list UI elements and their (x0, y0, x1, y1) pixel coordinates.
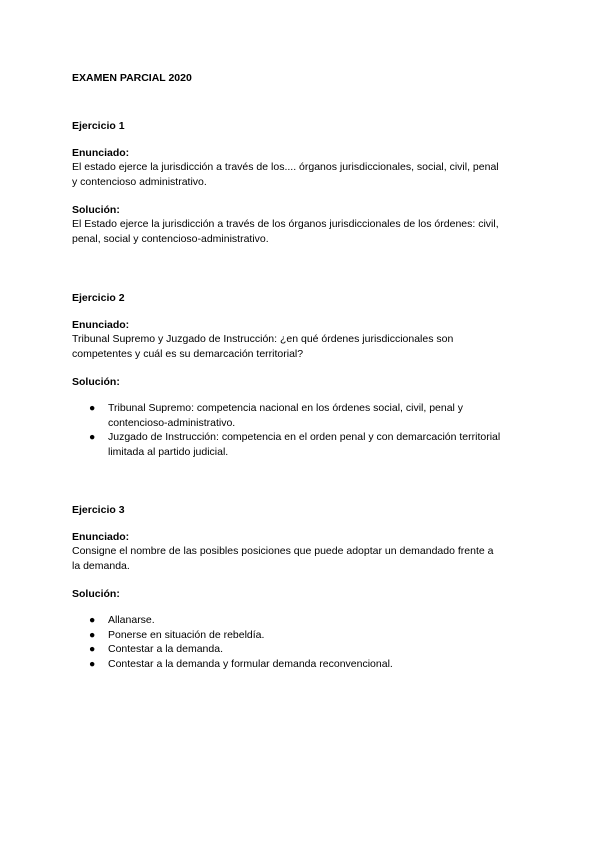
list-item (72, 613, 532, 628)
solution-label: Solución: (72, 588, 120, 600)
exercise-heading: Ejercicio 3 (72, 504, 125, 516)
solution-list (72, 401, 532, 459)
list-item-line: Contestar a la demanda y formular demanda reconvencional. (108, 657, 393, 670)
statement-line: y contencioso administrativo. (72, 176, 207, 188)
exercise-2 (72, 292, 532, 459)
document-title: EXAMEN PARCIAL 2020 (72, 72, 192, 84)
solution-line: El Estado ejerce la jurisdicción a través de los órganos jurisdiccionales de los órdenes: civil, (72, 218, 499, 230)
list-item-line: Tribunal Supremo: competencia nacional en los órdenes social, civil, penal y (108, 402, 464, 414)
list-item-line: contencioso-administrativo. (108, 416, 236, 429)
statement-line: la demanda. (72, 560, 130, 572)
bullet-icon: ● (89, 402, 96, 414)
bullet-icon: ● (89, 657, 96, 670)
bullet-icon: ● (89, 643, 96, 656)
exercise-heading: Ejercicio 2 (72, 292, 125, 304)
statement-line: Consigne el nombre de las posibles posiciones que puede adoptar un demandado frente a (72, 545, 494, 557)
statement-line: competentes y cuál es su demarcación territorial? (72, 348, 304, 360)
list-item-line: Allanarse. (108, 614, 155, 626)
bullet-icon: ● (89, 431, 96, 444)
solution-label: Solución: (72, 376, 120, 388)
list-item-line: limitada al partido judicial. (108, 445, 229, 458)
exercise-1 (72, 120, 532, 247)
bullet-icon: ● (89, 628, 96, 641)
list-item (72, 401, 532, 430)
exercise-3 (72, 504, 532, 671)
list-item (72, 628, 532, 643)
bullet-icon: ● (89, 614, 96, 626)
statement-line: El estado ejerce la jurisdicción a través de los.... órganos jurisdiccionales, social, civil, penal (72, 161, 499, 173)
exercise-heading: Ejercicio 1 (72, 120, 125, 132)
list-item-line: Contestar a la demanda. (108, 643, 223, 656)
list-item (72, 642, 532, 657)
list-item-line: Juzgado de Instrucción: competencia en el orden penal y con demarcación territorial (108, 431, 501, 444)
solution-label: Solución: (72, 204, 120, 216)
statement-label: Enunciado: (72, 531, 130, 543)
statement-line: Tribunal Supremo y Juzgado de Instrucción: ¿en qué órdenes jurisdiccionales son (72, 333, 454, 345)
list-item (72, 657, 532, 672)
list-item-line: Ponerse en situación de rebeldía. (108, 628, 265, 641)
solution-list (72, 613, 532, 671)
solution-line: penal, social y contencioso-administrativo. (72, 233, 269, 245)
statement-label: Enunciado: (72, 147, 130, 159)
list-item (72, 430, 532, 459)
statement-label: Enunciado: (72, 319, 130, 331)
